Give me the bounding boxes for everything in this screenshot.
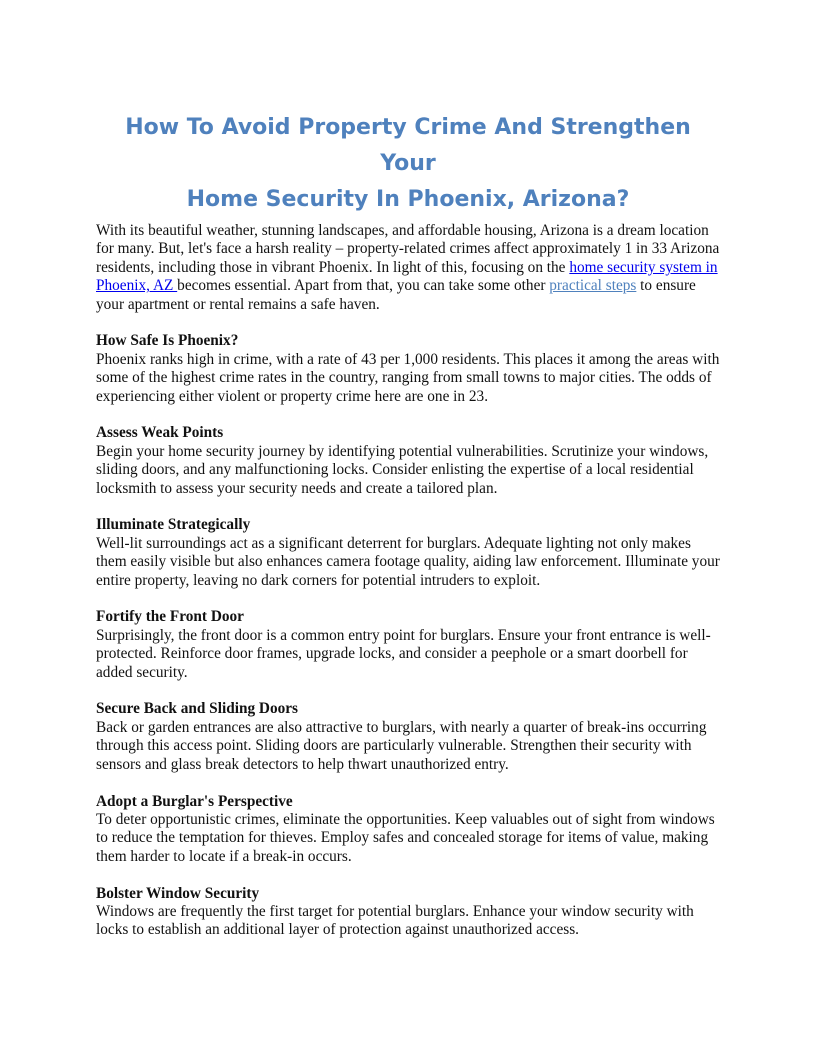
section-heading: Secure Back and Sliding Doors xyxy=(96,700,299,718)
section-how-safe xyxy=(96,332,720,406)
section-assess-weak-points xyxy=(96,424,720,498)
intro-paragraph xyxy=(96,222,720,314)
intro-text-2: becomes essential. Apart from that, you can take some other xyxy=(177,277,550,295)
section-heading: Bolster Window Security xyxy=(96,884,260,902)
practical-steps-link[interactable]: practical steps xyxy=(549,277,637,295)
section-text: Phoenix ranks high in crime, with a rate of 43 per 1,000 residents. This places it among the areas with some of the highest crime rates in the country, ranging from small towns to major cities. The odds of experiencing either violent or property crime here are one in 23. xyxy=(96,350,720,405)
section-heading: Adopt a Burglar's Perspective xyxy=(96,792,293,810)
section-window-security xyxy=(96,885,720,940)
section-heading: How Safe Is Phoenix? xyxy=(96,332,239,350)
section-heading: Illuminate Strategically xyxy=(96,516,251,534)
home-security-link[interactable]: home security system in Phoenix, AZ xyxy=(96,258,718,295)
section-heading: Fortify the Front Door xyxy=(96,608,244,626)
section-front-door xyxy=(96,608,720,682)
section-text: Well-lit surroundings act as a significant deterrent for burglars. Adequate lighting not only makes them easily visible but also enhances camera footage quality, aiding law enforcement. Illuminate your entire property, leaving no dark corners for potential intruders to exploit. xyxy=(96,534,720,589)
intro-text-1: With its beautiful weather, stunning landscapes, and affordable housing, Arizona is a dream location for many. But, let's face a harsh reality – property-related crimes affect approximately 1 in 33 Arizona residents, including those in vibrant Phoenix. In light of this, focusing on the xyxy=(96,222,720,276)
section-text: To deter opportunistic crimes, eliminate the opportunities. Keep valuables out of sight from windows to reduce the temptation for thieves. Employ safes and concealed storage for items of value, making them harder to locate if a break-in occurs. xyxy=(96,810,715,865)
document-title xyxy=(96,110,720,218)
section-sliding-doors xyxy=(96,700,720,774)
section-text: Back or garden entrances are also attractive to burglars, with nearly a quarter of break-ins occurring through this access point. Sliding doors are particularly vulnerable. Strengthen their security with sensors and glass break detectors to help thwart unauthorized entry. xyxy=(96,718,707,773)
section-text: Surprisingly, the front door is a common entry point for burglars. Ensure your front entrance is well-protected. Reinforce door frames, upgrade locks, and consider a peephole or a smart doorbell for added security. xyxy=(96,626,711,681)
section-illuminate xyxy=(96,516,720,590)
section-burglar-perspective xyxy=(96,793,720,867)
section-text: Begin your home security journey by identifying potential vulnerabilities. Scrutinize your windows, sliding doors, and any malfunctioning locks. Consider enlisting the expertise of a local residential locksmith to assess your security needs and create a tailored plan. xyxy=(96,442,709,497)
section-text: Windows are frequently the first target for potential burglars. Enhance your window security with locks to establish an additional layer of protection against unauthorized access. xyxy=(96,902,694,939)
title-line-2: Home Security In Phoenix, Arizona? xyxy=(186,187,630,212)
intro-text-3: to ensure your apartment or rental remains a safe haven. xyxy=(96,277,696,313)
section-heading: Assess Weak Points xyxy=(96,424,224,442)
document-page xyxy=(96,110,720,940)
title-line-1: How To Avoid Property Crime And Strengthen Your xyxy=(125,115,691,176)
